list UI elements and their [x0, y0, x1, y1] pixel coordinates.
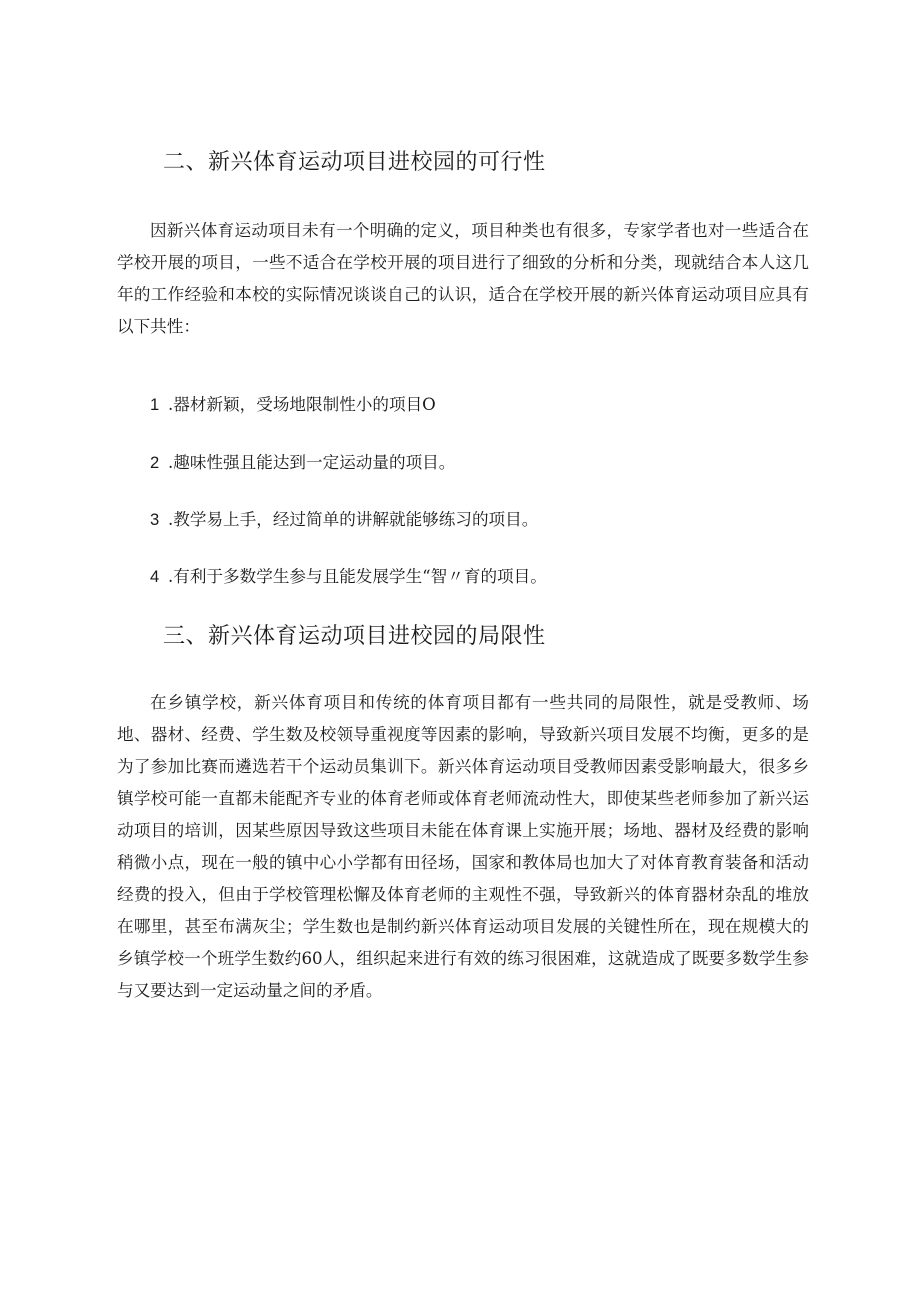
list-item-text: .教学易上手，经过简单的讲解就能够练习的项目。: [168, 510, 539, 529]
list-item-text: .器材新颖，受场地限制性小的项目O: [168, 395, 436, 414]
list-item-number: 4: [150, 567, 160, 586]
list-item-number: 1: [150, 395, 160, 414]
list-item-text: .趣味性强且能达到一定运动量的项目。: [168, 453, 456, 472]
list-item-number: 3: [150, 510, 160, 529]
section-3-heading: 三、新兴体育运动项目进校园的局限性: [163, 624, 546, 649]
list-item-text: .有利于多数学生参与且能发展学生“智〃育的项目。: [168, 567, 547, 586]
list-item: [150, 507, 538, 533]
section-3-body-paragraph: 在乡镇学校，新兴体育项目和传统的体育项目都有一些共同的局限性，就是受教师、场地、器材、经费、学生数及校领导重视度等因素的影响，导致新兴项目发展不均衡，更多的是为了参加比赛而遴选若干个运动员集训下。新兴体育运动项目受教师因素受影响最大，很多乡镇学校可能一直都未能配齐专业的体育老师或体育老师流动性大，即使某些老师参加了新兴运动项目的培训，因某些原因导致这些项目未能在体育课上实施开展；场地、器材及经费的影响稍微小点，现在一般的镇中心小学都有田径场，国家和教体局也加大了对体育教育装备和活动经费的投入，但由于学校管理松懈及体育老师的主观性不强，导致新兴的体育器材杂乱的堆放在哪里，甚至布满灰尘；学生数也是制约新兴体育运动项目发展的关键性所在，现在规模大的乡镇学校一个班学生数约60人，组织起来进行有效的练习很困难，这就造成了既要多数学生参与又要达到一定运动量之间的矛盾。: [117, 693, 809, 1000]
list-item-number: 2: [150, 453, 160, 472]
section-2-intro-paragraph: 因新兴体育运动项目未有一个明确的定义，项目种类也有很多，专家学者也对一些适合在学校开展的项目，一些不适合在学校开展的项目进行了细致的分析和分类，现就结合本人这几年的工作经验和本校的实际情况谈谈自己的认识，适合在学校开展的新兴体育运动项目应具有以下共性：: [117, 221, 809, 336]
list-item: [150, 392, 436, 418]
list-item: [150, 450, 455, 476]
section-2-heading: 二、新兴体育运动项目进校园的可行性: [163, 150, 546, 175]
list-item: [150, 564, 547, 590]
